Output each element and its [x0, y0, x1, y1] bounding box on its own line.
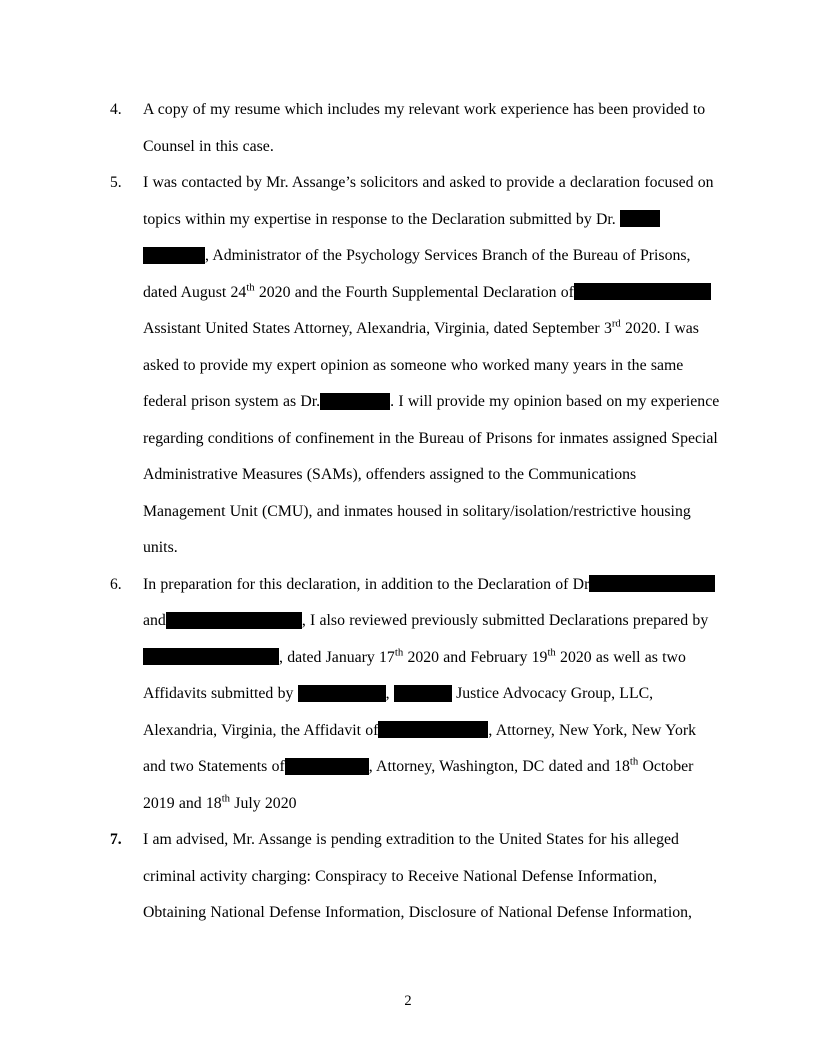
ordinal-suffix: th [547, 646, 556, 659]
redaction-bar [394, 685, 452, 702]
paragraph-number: 4. [110, 101, 122, 118]
paragraph [110, 92, 720, 165]
ordinal-suffix: th [221, 792, 231, 805]
redaction-bar [298, 685, 386, 702]
paragraph-number: 7. [110, 831, 122, 848]
paragraph-list [110, 92, 720, 932]
ordinal-suffix: th [246, 281, 255, 294]
redaction-bar [574, 283, 711, 300]
redaction-bar [166, 612, 302, 629]
paragraph-text: I am advised, Mr. Assange is pending extradition to the United States for his alleged criminal activity charging: Conspiracy to Receive National Defense Information, Obtaining National Defense Information, Disclosure of National Defense Information, [143, 831, 692, 921]
redaction-bar [285, 758, 369, 775]
paragraph-text: In preparation for this declaration, in addition to the Declaration of Drand , I also reviewed previously submitted Declarations prepared by , dated January 17th 2020 and February 19th 2020 as well as two Affidavits submitted by , Justice Advocacy Group, LLC, Alexandria, Virginia, the Affidavit of , Attorney, New York, New York and two Statements of , Attorney, Washington, DC dated and 18th October 2019 and 18th July 2020 [143, 567, 720, 823]
paragraph-text: I was contacted by Mr. Assange’s solicitors and asked to provide a declaration focused on topics within my expertise in response to the Declaration submitted by Dr. , Administrator of the Psychology Services Branch of the Bureau of Prisons, dated August 24th 2020 and the Fourth Supplemental Declaration ofAssistant United States Attorney, Alexandria, Virginia, dated September 3rd 2020. I was asked to provide my expert opinion as someone who worked many years in the same federal prison system as Dr. . I will provide my opinion based on my experience regarding conditions of confinement in the Bureau of Prisons for inmates assigned Special Administrative Measures (SAMs), offenders assigned to the Communications Management Unit (CMU), and inmates housed in solitary/isolation/restrictive housing units. [143, 174, 720, 556]
paragraph-number: 5. [110, 174, 122, 191]
paragraph-number: 6. [110, 575, 122, 593]
ordinal-suffix: th [394, 646, 404, 659]
redaction-bar [589, 575, 715, 592]
paragraph-text: A copy of my resume which includes my relevant work experience has been provided to Counsel in this case. [143, 101, 706, 155]
paragraph [110, 822, 720, 932]
redaction-bar [320, 393, 390, 410]
redaction-bar [143, 247, 205, 264]
redaction-bar [143, 648, 279, 665]
ordinal-suffix: rd [611, 317, 621, 330]
paragraph [110, 567, 720, 823]
ordinal-suffix: th [629, 755, 639, 768]
redaction-bar [378, 721, 488, 738]
page-number: 2 [404, 993, 412, 1009]
paragraph [110, 165, 720, 567]
redaction-bar [620, 210, 660, 227]
